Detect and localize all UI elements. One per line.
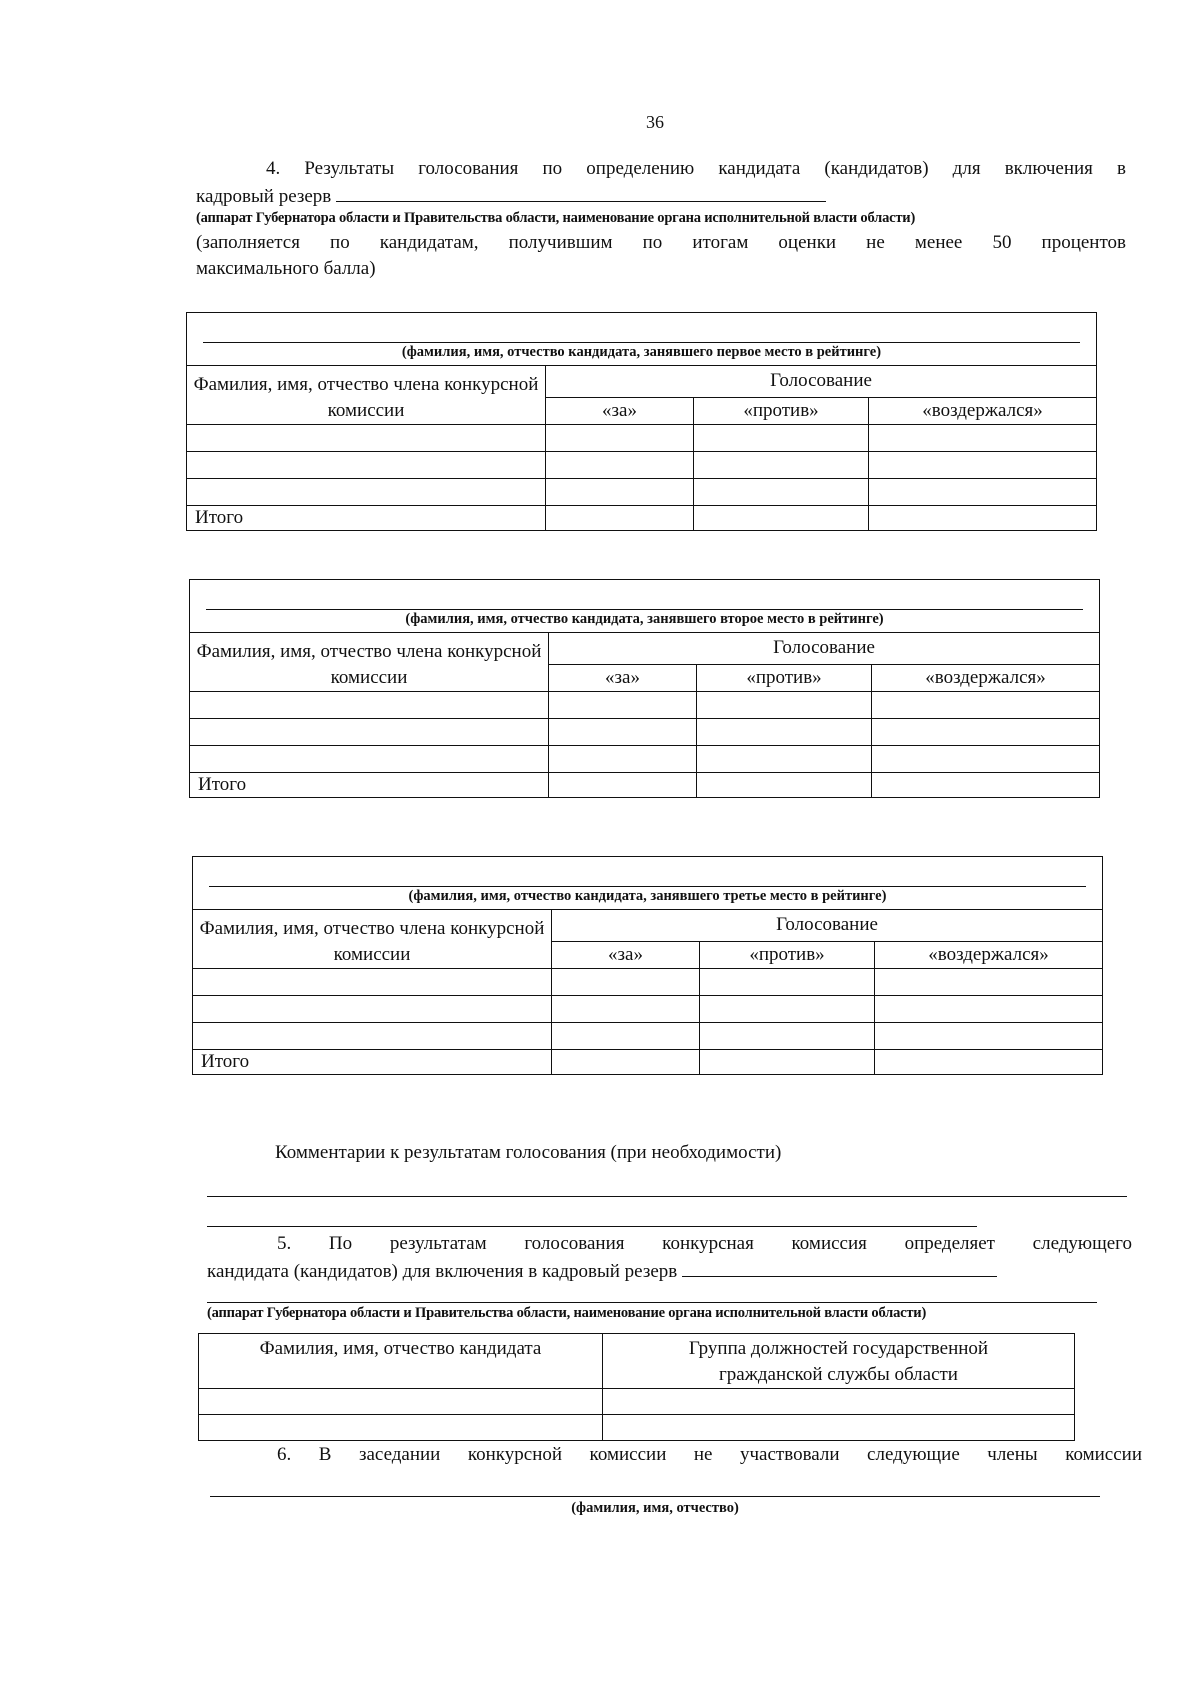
option-against: «против» <box>700 942 875 969</box>
option-abstained: «воздержался» <box>875 942 1103 969</box>
table-row <box>193 996 1103 1023</box>
against-cell[interactable] <box>697 692 872 719</box>
total-row <box>187 506 1097 531</box>
for-cell[interactable] <box>549 719 697 746</box>
option-for: «за» <box>546 398 694 425</box>
for-cell[interactable] <box>549 692 697 719</box>
section5-note: (аппарат Губернатора области и Правительства области, наименование органа исполнительной власти области) <box>207 1305 927 1321</box>
candidate-caption: (фамилия, имя, отчество кандидата, занявшего второе место в рейтинге) <box>405 611 884 627</box>
member-cell[interactable] <box>193 1023 552 1050</box>
vote-table-first-place <box>186 312 1097 531</box>
total-for-cell[interactable] <box>549 773 697 798</box>
section4-fill-line1: (заполняется по кандидатам, получившим по итогам оценки не менее 50 процентов <box>196 232 1126 253</box>
option-abstained: «воздержался» <box>869 398 1097 425</box>
member-cell[interactable] <box>190 719 549 746</box>
section5-line2-text: кандидата (кандидатов) для включения в кадровый резерв <box>207 1261 678 1282</box>
section4-line1: 4. Результаты голосования по определению кандидата (кандидатов) для включения в <box>266 158 1126 179</box>
candidate-name-cell[interactable] <box>199 1389 603 1415</box>
for-cell[interactable] <box>552 969 700 996</box>
table-row <box>193 969 1103 996</box>
abstained-cell[interactable] <box>872 692 1100 719</box>
against-cell[interactable] <box>700 1023 875 1050</box>
total-abstained-cell[interactable] <box>875 1050 1103 1075</box>
against-cell[interactable] <box>700 996 875 1023</box>
position-group-header: Группа должностей государственной гражданской службы области <box>603 1334 1075 1389</box>
section4-line2 <box>196 183 896 210</box>
against-cell[interactable] <box>694 479 869 506</box>
against-cell[interactable] <box>694 452 869 479</box>
total-label: Итого <box>193 1050 552 1075</box>
table-row <box>187 425 1097 452</box>
reserve-body-blank[interactable] <box>336 183 826 202</box>
total-label: Итого <box>187 506 546 531</box>
for-cell[interactable] <box>546 479 694 506</box>
page-number: 36 <box>646 112 664 132</box>
comments-blank-line-1[interactable] <box>207 1196 1127 1197</box>
position-group-cell[interactable] <box>603 1415 1075 1441</box>
section5-blank-line[interactable] <box>207 1302 1097 1303</box>
table-row <box>190 692 1100 719</box>
abstained-cell[interactable] <box>872 719 1100 746</box>
candidate-header <box>190 580 1100 633</box>
total-row <box>193 1050 1103 1075</box>
total-against-cell[interactable] <box>700 1050 875 1075</box>
total-against-cell[interactable] <box>697 773 872 798</box>
section4-note: (аппарат Губернатора области и Правительства области, наименование органа исполнительной власти области) <box>196 210 916 226</box>
abstained-cell[interactable] <box>875 969 1103 996</box>
against-cell[interactable] <box>694 425 869 452</box>
table-row <box>199 1415 1075 1441</box>
candidate-caption: (фамилия, имя, отчество кандидата, занявшего третье место в рейтинге) <box>408 888 887 904</box>
candidate-header <box>187 313 1097 366</box>
candidate-name-header: Фамилия, имя, отчество кандидата <box>199 1334 603 1389</box>
member-cell[interactable] <box>187 425 546 452</box>
against-cell[interactable] <box>700 969 875 996</box>
voting-header: Голосование <box>552 910 1103 942</box>
section5-line1: 5. По результатам голосования конкурсная комиссия определяет следующего <box>277 1233 1132 1254</box>
abstained-cell[interactable] <box>875 1023 1103 1050</box>
table-row <box>190 719 1100 746</box>
section4-fill-line2: максимального балла) <box>196 258 376 279</box>
member-cell[interactable] <box>187 479 546 506</box>
option-for: «за» <box>552 942 700 969</box>
total-for-cell[interactable] <box>552 1050 700 1075</box>
option-abstained: «воздержался» <box>872 665 1100 692</box>
option-against: «против» <box>694 398 869 425</box>
for-cell[interactable] <box>549 746 697 773</box>
option-against: «против» <box>697 665 872 692</box>
for-cell[interactable] <box>546 452 694 479</box>
comments-label: Комментарии к результатам голосования (при необходимости) <box>275 1142 782 1163</box>
abstained-cell[interactable] <box>869 479 1097 506</box>
member-header: Фамилия, имя, отчество члена конкурсной комиссии <box>187 366 546 425</box>
section5-reserve-blank[interactable] <box>682 1258 997 1277</box>
reserve-candidates-table <box>198 1333 1075 1441</box>
vote-table-second-place <box>189 579 1100 798</box>
option-for: «за» <box>549 665 697 692</box>
abstained-cell[interactable] <box>869 425 1097 452</box>
candidate-header <box>193 857 1103 910</box>
voting-header: Голосование <box>549 633 1100 665</box>
section5-line2 <box>207 1258 1132 1285</box>
section6-blank-line[interactable] <box>210 1496 1100 1497</box>
vote-table-third-place <box>192 856 1103 1075</box>
total-for-cell[interactable] <box>546 506 694 531</box>
total-against-cell[interactable] <box>694 506 869 531</box>
candidate-name-cell[interactable] <box>199 1415 603 1441</box>
section6-line1: 6. В заседании конкурсной комиссии не участвовали следующие члены комиссии <box>277 1444 1142 1465</box>
member-cell[interactable] <box>190 746 549 773</box>
candidate-name-blank[interactable] <box>209 886 1086 887</box>
member-cell[interactable] <box>193 996 552 1023</box>
voting-header: Голосование <box>546 366 1097 398</box>
total-abstained-cell[interactable] <box>872 773 1100 798</box>
comments-blank-line-2[interactable] <box>207 1226 977 1227</box>
total-label: Итого <box>190 773 549 798</box>
member-cell[interactable] <box>190 692 549 719</box>
table-row <box>199 1389 1075 1415</box>
member-header: Фамилия, имя, отчество члена конкурсной комиссии <box>193 910 552 969</box>
member-cell[interactable] <box>193 969 552 996</box>
abstained-cell[interactable] <box>869 452 1097 479</box>
total-abstained-cell[interactable] <box>869 506 1097 531</box>
table-row <box>193 1023 1103 1050</box>
for-cell[interactable] <box>552 996 700 1023</box>
member-cell[interactable] <box>187 452 546 479</box>
section4-line2-text: кадровый резерв <box>196 186 332 207</box>
abstained-cell[interactable] <box>875 996 1103 1023</box>
for-cell[interactable] <box>552 1023 700 1050</box>
table-row <box>187 479 1097 506</box>
table-row <box>190 746 1100 773</box>
candidate-name-blank[interactable] <box>203 342 1080 343</box>
section6-caption: (фамилия, имя, отчество) <box>571 1500 739 1516</box>
member-header: Фамилия, имя, отчество члена конкурсной комиссии <box>190 633 549 692</box>
for-cell[interactable] <box>546 425 694 452</box>
against-cell[interactable] <box>697 719 872 746</box>
against-cell[interactable] <box>697 746 872 773</box>
candidate-name-blank[interactable] <box>206 609 1083 610</box>
candidate-caption: (фамилия, имя, отчество кандидата, занявшего первое место в рейтинге) <box>401 344 882 360</box>
total-row <box>190 773 1100 798</box>
abstained-cell[interactable] <box>872 746 1100 773</box>
position-group-cell[interactable] <box>603 1389 1075 1415</box>
table-row <box>187 452 1097 479</box>
